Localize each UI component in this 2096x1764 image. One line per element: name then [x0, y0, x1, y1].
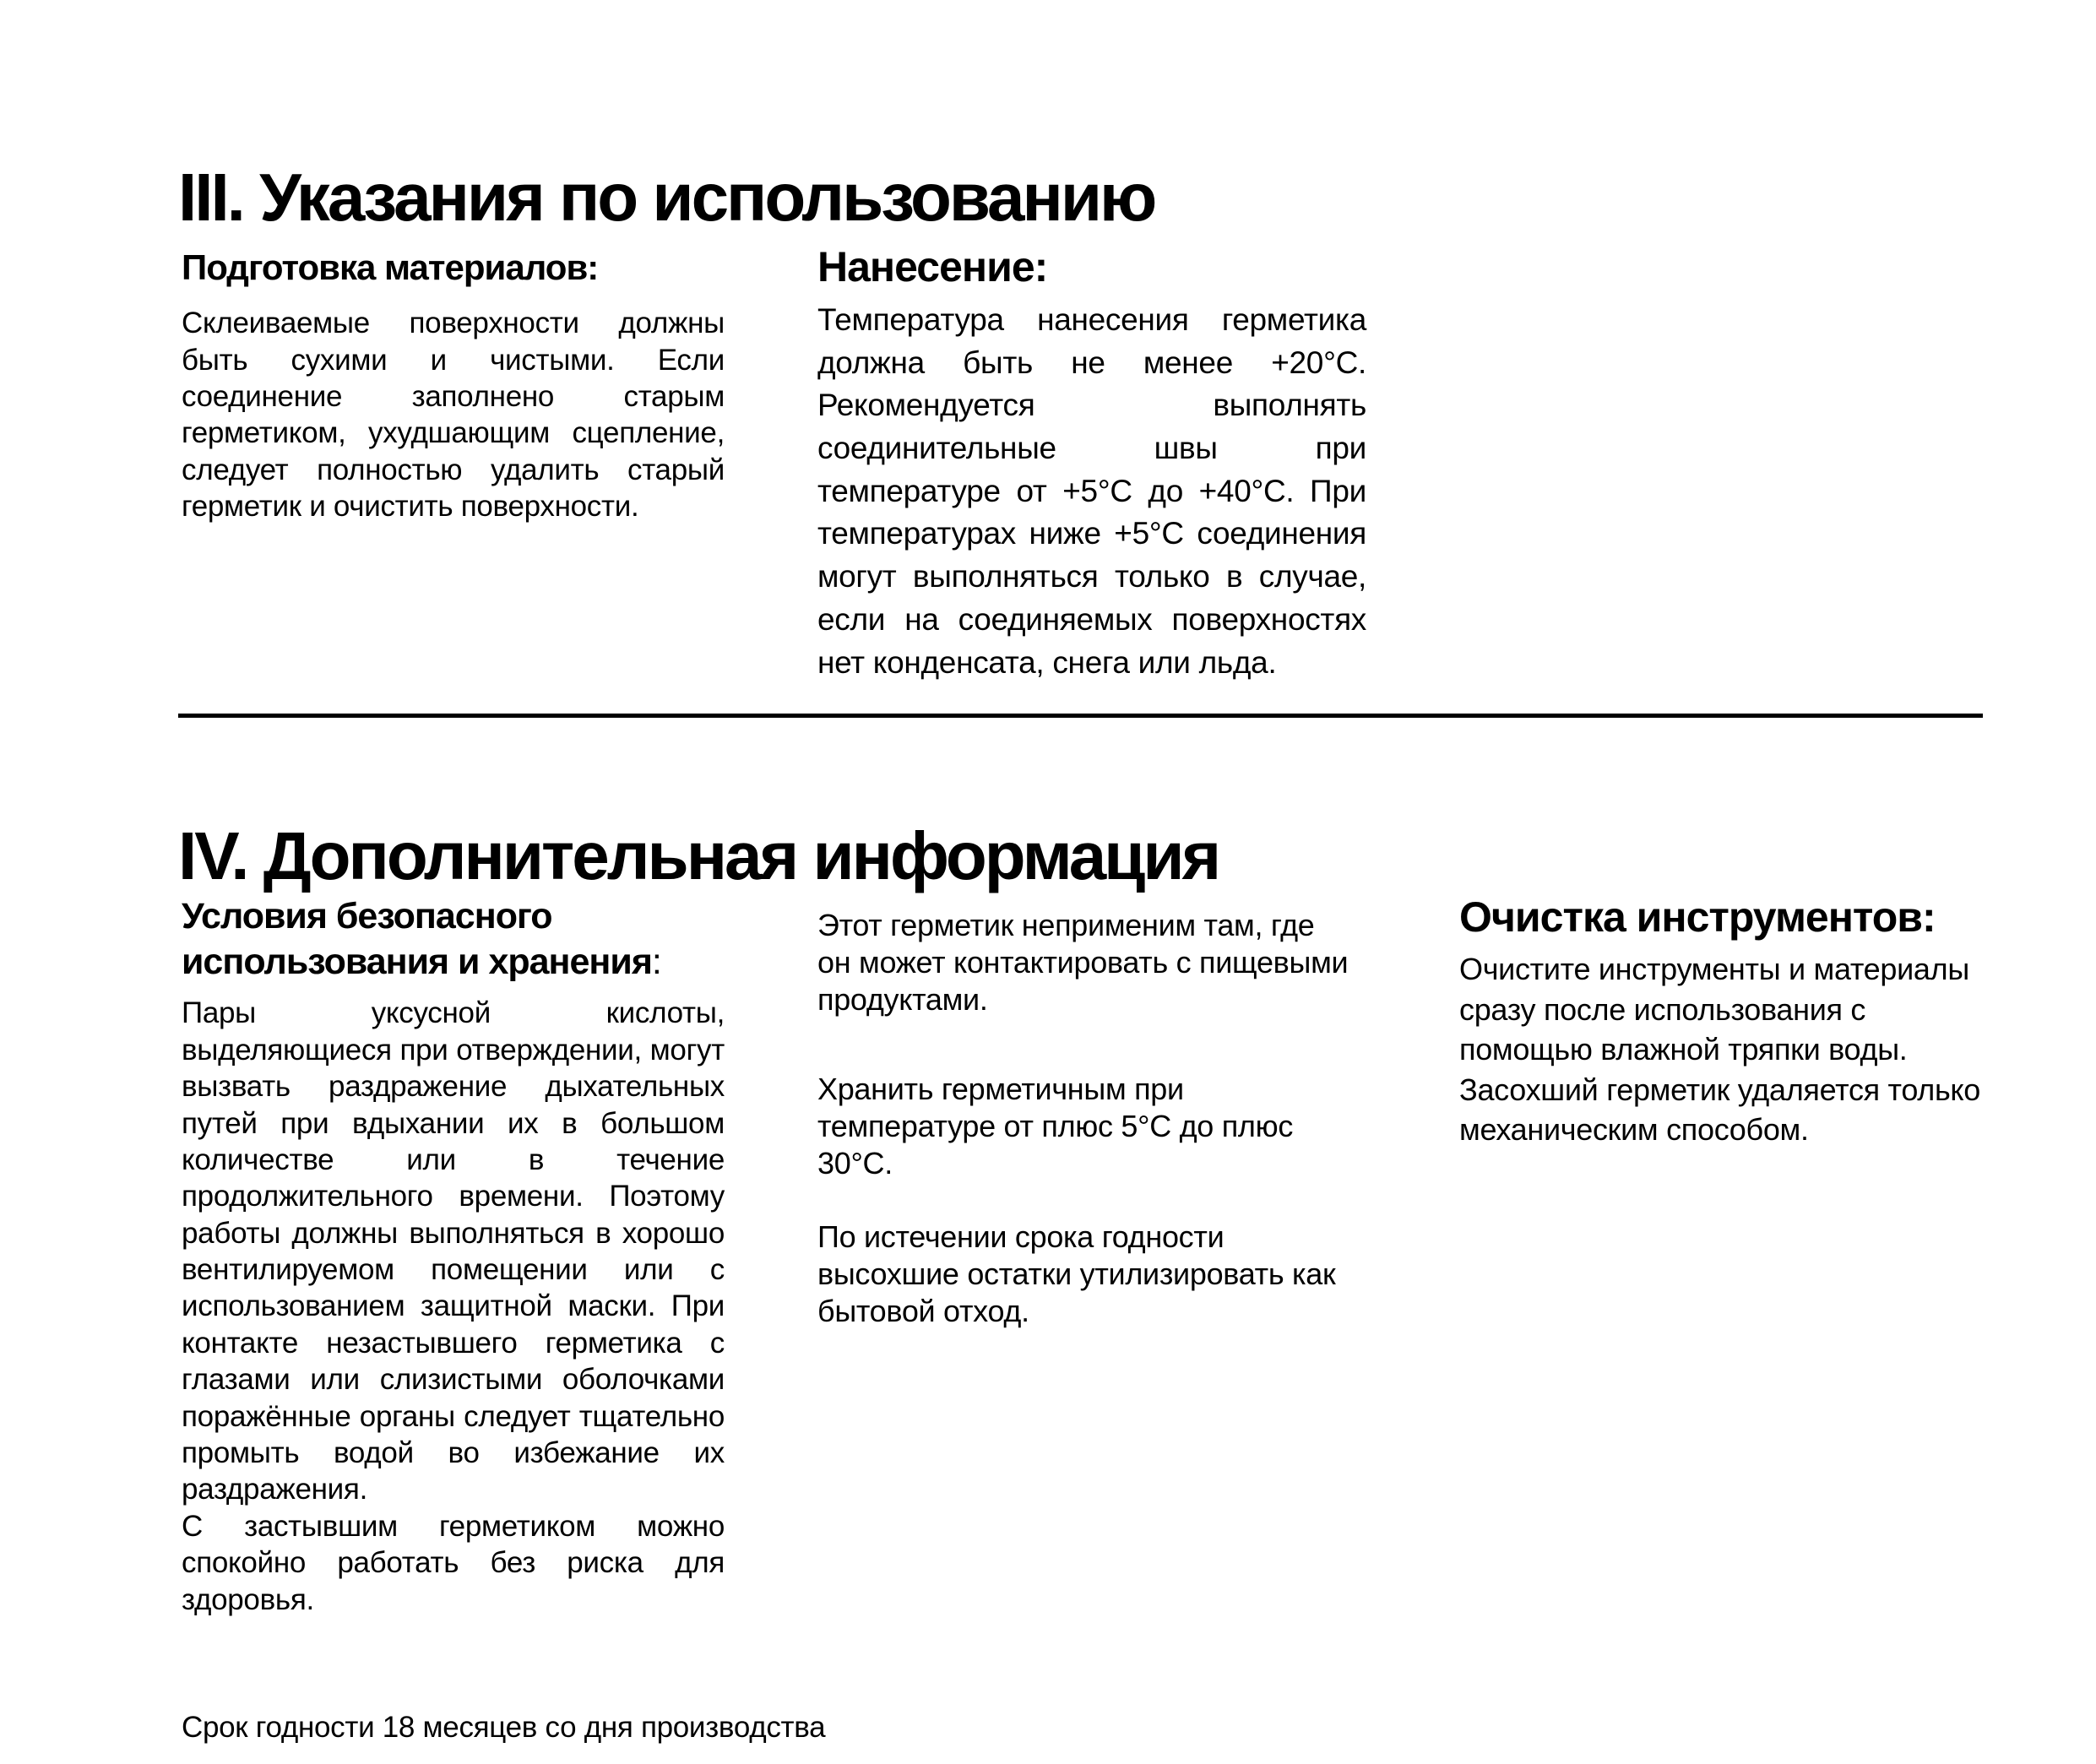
cleaning-paragraph: Очистите инструменты и материалы сразу после использования с помощью влажной тряпки воды. Засохший герметик удаляется только механическим способом.	[1459, 952, 1980, 1148]
section-4-title: IV. Дополнительная информация	[178, 817, 1219, 893]
application-paragraph: Температура нанесения герметика должна быть не менее +20°C. Рекомендуется выполнять соединительные швы при температуре от +5°C до +40°C. При температурах ниже +5°C соединения могут выполняться только в случае, если на соединяемых поверхностях нет конденсата, снега или льда.	[817, 302, 1366, 680]
application-heading: Нанесение:	[817, 243, 1048, 290]
cleaning-heading: Очистка инструментов:	[1459, 893, 1936, 941]
safety-heading-colon: :	[651, 942, 661, 983]
notes-paragraph-food-contact: Этот герметик неприменим там, где он может контактировать с пищевыми продуктами.	[817, 908, 1349, 1017]
section-3-title: III. Указания по использованию	[178, 159, 1155, 235]
notes-paragraph-disposal: По истечении срока годности высохшие остатки утилизировать как бытовой отход.	[817, 1219, 1336, 1329]
section-4-column-safety	[182, 893, 725, 1618]
safety-heading	[182, 893, 725, 985]
notes-paragraph-storage: Хранить герметичным при температуре от плюс 5°C до плюс 30°C.	[817, 1071, 1294, 1181]
preparation-heading: Подготовка материалов:	[182, 247, 599, 287]
safety-paragraph-2: С застывшим герметиком можно спокойно работать без риска для здоровья.	[182, 1509, 725, 1616]
section-divider-line	[178, 714, 1983, 718]
section-4-column-cleaning	[1459, 893, 2001, 1618]
shelf-life-note: Срок годности 18 месяцев со дня производства	[182, 1711, 826, 1744]
safety-paragraph-1: Пары уксусной кислоты, выделяющиеся при отверждении, могут вызвать раздражение дыхательных путей при вдыхании их в большом количестве или в течение продолжительного времени. Поэтому работы должны выполняться в хорошо вентилируемом помещении или с использованием защитной маски. При контакте незастывшего герметика с глазами или слизистыми оболочками поражённые органы следует тщательно промыть водой во избежание их раздражения.	[182, 996, 725, 1506]
section-4-columns	[182, 893, 2001, 1618]
section-3-column-application	[817, 243, 1366, 684]
section-4-column-notes	[817, 893, 1366, 1618]
section-3-columns	[182, 243, 1366, 684]
safety-heading-text: Условия безопасного использования и хранения	[182, 896, 652, 983]
preparation-paragraph: Склеиваемые поверхности должны быть сухими и чистыми. Если соединение заполнено старым герметиком, ухудшающим сцепление, следует полностью удалить старый герметик и очистить поверхности.	[182, 307, 725, 524]
section-3-column-preparation	[182, 243, 725, 684]
